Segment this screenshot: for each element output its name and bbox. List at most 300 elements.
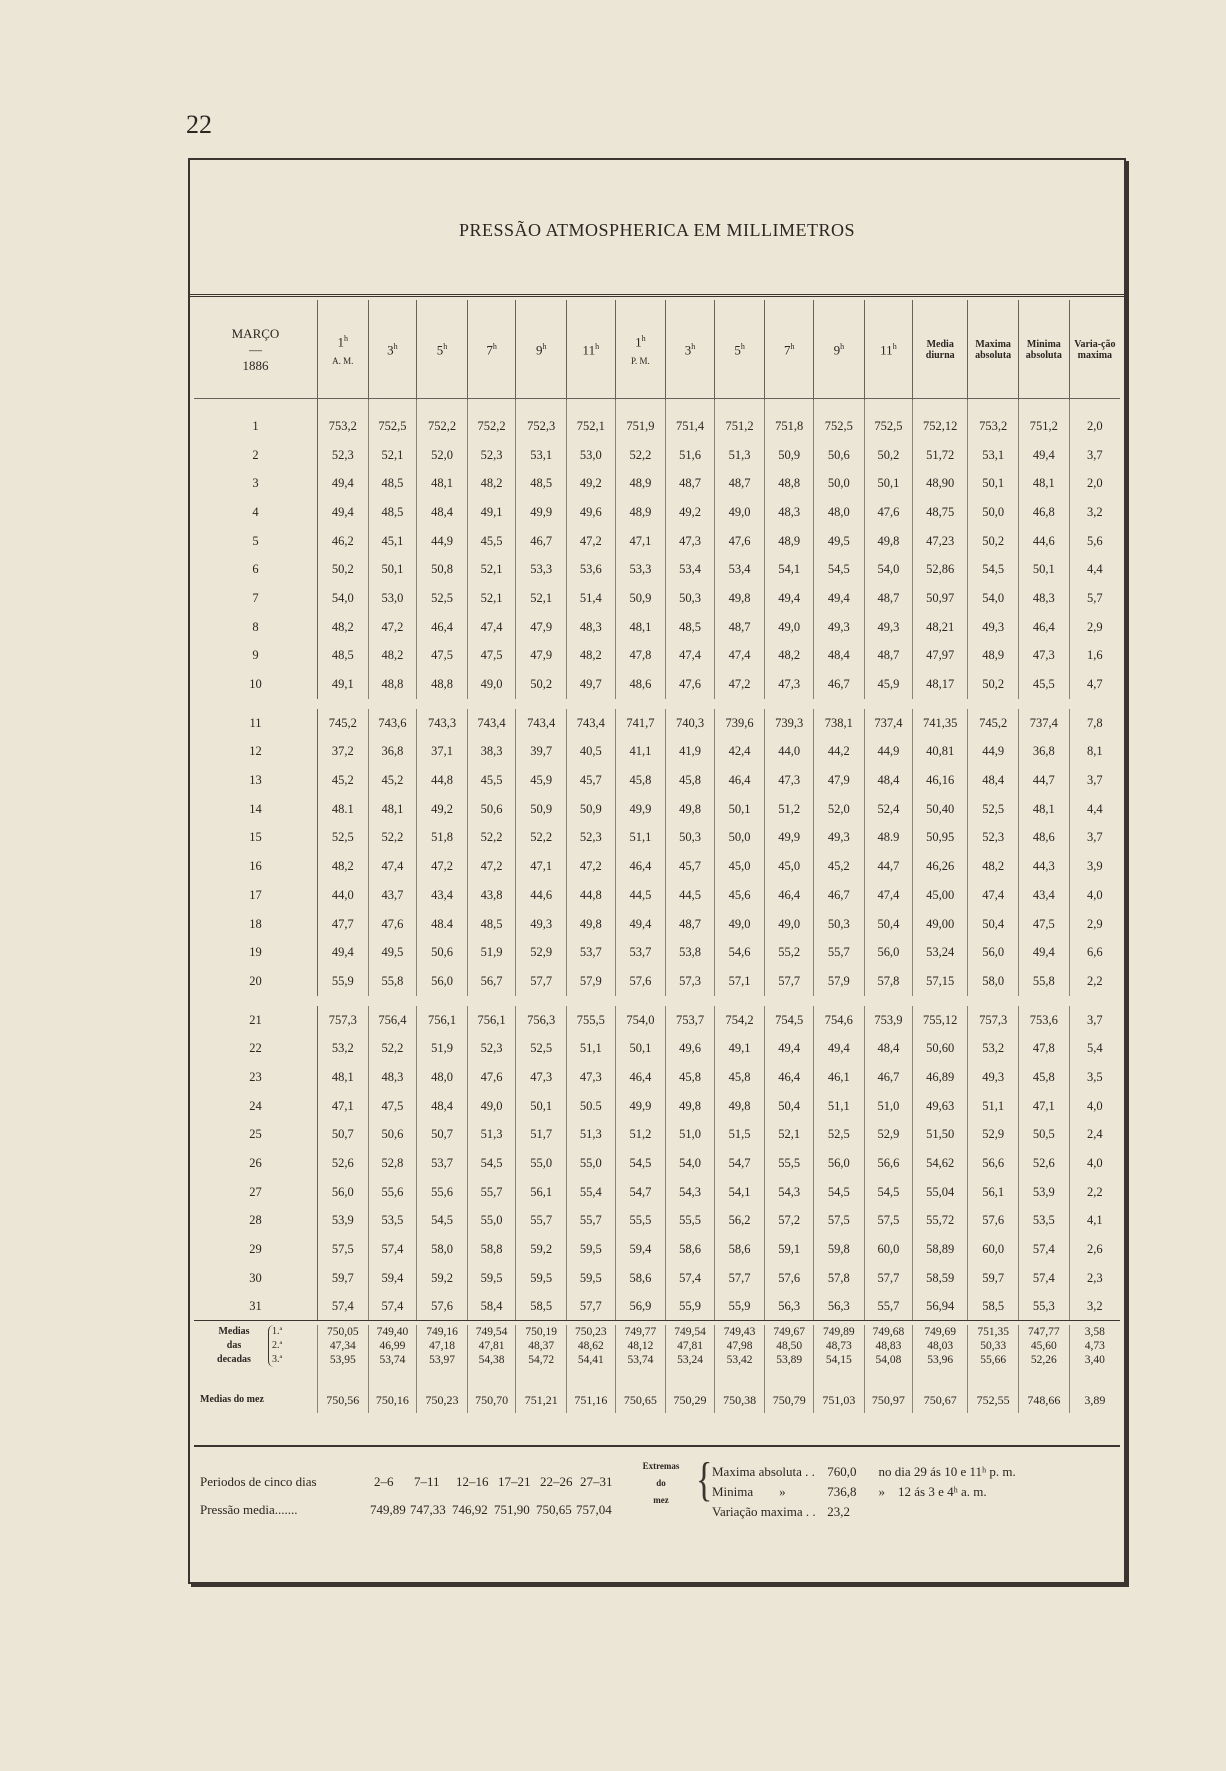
value-cell: 60,0	[968, 1235, 1019, 1264]
medias-decadas-value: 747,77	[1028, 1326, 1060, 1338]
periodo-value: 22–26	[540, 1474, 573, 1489]
value-cell: 53,0	[567, 441, 616, 470]
value-cell: 49,0	[467, 1092, 516, 1121]
value-cell: 48,2	[368, 642, 417, 671]
value-cell: 3,7	[1087, 773, 1103, 788]
value-cell: 743,3	[417, 709, 468, 738]
value-cell: 48.1	[317, 795, 368, 824]
value-cell: 48,7	[666, 910, 715, 939]
value-cell: 59,5	[567, 1235, 616, 1264]
value-cell: 53,7	[615, 938, 666, 967]
value-cell: 53,9	[1018, 1178, 1069, 1207]
medias-decadas-value: 48,50	[776, 1340, 803, 1352]
value-cell: 52,1	[467, 584, 516, 613]
value-cell: 52,3	[467, 1034, 516, 1063]
medias-decadas-cell	[1069, 1325, 1120, 1367]
value-cell: 55,8	[368, 967, 417, 996]
value-cell: 37,2	[317, 738, 368, 767]
medias-decadas-cell	[765, 1325, 814, 1367]
hour-header: 7$^h$	[467, 300, 516, 400]
value-cell: 53,6	[567, 555, 616, 584]
value-cell: 46,7	[813, 881, 864, 910]
value-cell: 3,9	[1087, 859, 1103, 874]
value-cell: 55,0	[567, 1149, 616, 1178]
value-cell: 53,4	[666, 555, 715, 584]
value-cell: 46,4	[1018, 613, 1069, 642]
value-cell: 43,4	[417, 881, 468, 910]
value-cell: 2,9	[1087, 916, 1103, 931]
value-cell: 48,3	[765, 498, 814, 527]
day-cell: 13	[194, 766, 317, 795]
value-cell: 48,2	[765, 642, 814, 671]
value-cell: 53,5	[368, 1207, 417, 1236]
day-cell: 20	[194, 967, 317, 996]
value-cell: 3,7	[1087, 447, 1103, 462]
value-cell: 752,5	[864, 400, 913, 441]
value-cell: 51,5	[714, 1121, 765, 1150]
value-cell: 59,5	[567, 1264, 616, 1293]
value-cell: 57,1	[714, 967, 765, 996]
medias-decadas-value: 3,58	[1084, 1326, 1105, 1338]
value-cell: 2,4	[1087, 1127, 1103, 1142]
medias-decadas-cell	[666, 1325, 715, 1367]
value-cell: 50,6	[368, 1121, 417, 1150]
value-cell: 752,1	[567, 400, 616, 441]
medias-mez-cell: 750,79	[765, 1367, 814, 1413]
hour-header: 9$^h$	[516, 300, 567, 400]
value-cell: 50,2	[317, 555, 368, 584]
table-row	[194, 584, 1120, 613]
value-cell: 47,1	[317, 1092, 368, 1121]
value-cell: 44,9	[864, 738, 913, 767]
value-cell: 49,5	[813, 527, 864, 556]
value-cell: 57,4	[317, 1293, 368, 1322]
value-cell: 54,5	[417, 1207, 468, 1236]
medias-decadas-value: 750,05	[326, 1326, 359, 1338]
value-cell: 46,2	[317, 527, 368, 556]
value-cell: 49,8	[666, 795, 715, 824]
value-cell: 50,1	[1018, 555, 1069, 584]
medias-decadas-value: 54,08	[875, 1354, 902, 1366]
value-cell: 53,0	[368, 584, 417, 613]
value-cell: 36,8	[368, 738, 417, 767]
value-cell: 751,8	[765, 400, 814, 441]
value-cell: 46,7	[516, 527, 567, 556]
value-cell: 55,7	[813, 938, 864, 967]
medias-decadas-cell	[368, 1325, 417, 1367]
table-row	[194, 670, 1120, 699]
value-cell: 50,2	[968, 527, 1019, 556]
value-cell: 50,60	[913, 1034, 968, 1063]
value-cell: 47,97	[913, 642, 968, 671]
value-cell: 47,2	[714, 670, 765, 699]
value-cell: 50,1	[864, 469, 913, 498]
periodo-value: 17–21	[498, 1474, 531, 1489]
day-cell: 24	[194, 1092, 317, 1121]
value-cell: 57,4	[368, 1235, 417, 1264]
value-cell: 55,7	[467, 1178, 516, 1207]
value-cell: 57,6	[615, 967, 666, 996]
value-cell: 49,8	[864, 527, 913, 556]
day-cell: 29	[194, 1235, 317, 1264]
value-cell: 40,81	[913, 738, 968, 767]
value-cell: 47,9	[516, 613, 567, 642]
value-cell: 54,7	[714, 1149, 765, 1178]
medias-mez-cell: 750,29	[666, 1367, 715, 1413]
value-cell: 53,8	[666, 938, 715, 967]
day-cell: 21	[194, 1006, 317, 1035]
value-cell: 47,8	[615, 642, 666, 671]
medias-decadas-value: 750,19	[525, 1326, 558, 1338]
day-cell: 30	[194, 1264, 317, 1293]
value-cell: 751,2	[1018, 400, 1069, 441]
day-cell: 9	[194, 642, 317, 671]
value-cell: 48,1	[1018, 795, 1069, 824]
value-cell: 52,2	[467, 824, 516, 853]
decade-gap	[194, 996, 1120, 1006]
value-cell: 49,4	[615, 910, 666, 939]
value-cell: 50.5	[567, 1092, 616, 1121]
medias-mez-cell: 752,55	[968, 1367, 1019, 1413]
value-cell: 46,1	[813, 1063, 864, 1092]
value-cell: 745,2	[968, 709, 1019, 738]
value-cell: 44,8	[567, 881, 616, 910]
value-cell: 48,1	[615, 613, 666, 642]
value-cell: 49,4	[1018, 441, 1069, 470]
hour-header: 9$^h$	[813, 300, 864, 400]
medias-decadas-value: 52,26	[1030, 1354, 1057, 1366]
pressao-value: 749,89	[370, 1502, 406, 1517]
value-cell: 52,1	[467, 555, 516, 584]
value-cell: 55,0	[516, 1149, 567, 1178]
value-cell: 57,8	[813, 1264, 864, 1293]
value-cell: 51,8	[417, 824, 468, 853]
day-cell: 10	[194, 670, 317, 699]
value-cell: 51,0	[864, 1092, 913, 1121]
value-cell: 47,4	[864, 881, 913, 910]
day-cell: 2	[194, 441, 317, 470]
periodo-value: 27–31	[580, 1474, 613, 1489]
value-cell: 36,8	[1018, 738, 1069, 767]
medias-decadas-cell	[1018, 1325, 1069, 1367]
value-cell: 50,8	[417, 555, 468, 584]
value-cell: 50,6	[467, 795, 516, 824]
value-cell: 58,59	[913, 1264, 968, 1293]
value-cell: 48,1	[417, 469, 468, 498]
value-cell: 48,9	[765, 527, 814, 556]
table-row	[194, 469, 1120, 498]
value-cell: 50,0	[813, 469, 864, 498]
value-cell: 57,5	[864, 1207, 913, 1236]
value-cell: 756,1	[467, 1006, 516, 1035]
table-row	[194, 967, 1120, 996]
value-cell: 48,3	[368, 1063, 417, 1092]
value-cell: 743,6	[368, 709, 417, 738]
table-row	[194, 852, 1120, 881]
value-cell: 752,2	[467, 400, 516, 441]
value-cell: 52,4	[864, 795, 913, 824]
value-cell: 52,9	[864, 1121, 913, 1150]
value-cell: 49,3	[968, 613, 1019, 642]
value-cell: 48,8	[368, 670, 417, 699]
value-cell: 49,4	[813, 584, 864, 613]
medias-decadas-value: 48,12	[627, 1340, 654, 1352]
value-cell: 47,1	[1018, 1092, 1069, 1121]
value-cell: 745,2	[317, 709, 368, 738]
ext-minima: Minima » 736,8 » 12 ás 3 e 4ʰ a. m.	[712, 1484, 987, 1499]
value-cell: 49,9	[765, 824, 814, 853]
value-cell: 53,7	[567, 938, 616, 967]
value-cell: 55,6	[417, 1178, 468, 1207]
value-cell: 56,94	[913, 1293, 968, 1322]
value-cell: 50,6	[813, 441, 864, 470]
header-row	[194, 300, 1120, 400]
medias-decadas-value: 749,89	[823, 1326, 855, 1338]
value-cell: 51,72	[913, 441, 968, 470]
hour-header: 11$^h$	[567, 300, 616, 400]
medias-decadas-value: 54,72	[528, 1354, 555, 1366]
value-cell: 49,9	[516, 498, 567, 527]
value-cell: 52,0	[417, 441, 468, 470]
table-row	[194, 555, 1120, 584]
value-cell: 53,9	[317, 1207, 368, 1236]
day-cell: 5	[194, 527, 317, 556]
pm-label: P. M.	[631, 356, 650, 367]
day-cell: 26	[194, 1149, 317, 1178]
value-cell: 49,4	[813, 1034, 864, 1063]
value-cell: 45,00	[913, 881, 968, 910]
day-cell: 19	[194, 938, 317, 967]
medias-decadas-value: 54,15	[825, 1354, 852, 1366]
value-cell: 48,6	[615, 670, 666, 699]
value-cell: 52,3	[567, 824, 616, 853]
value-cell: 50,1	[615, 1034, 666, 1063]
value-cell: 48,2	[968, 852, 1019, 881]
value-cell: 50,9	[765, 441, 814, 470]
medias-decadas-value: 47,81	[478, 1340, 505, 1352]
table-row	[194, 1293, 1120, 1322]
value-cell: 741,7	[615, 709, 666, 738]
day-cell: 12	[194, 738, 317, 767]
value-cell: 50,6	[417, 938, 468, 967]
value-cell: 53,2	[317, 1034, 368, 1063]
value-cell: 48,2	[317, 852, 368, 881]
table-row	[194, 1063, 1120, 1092]
value-cell: 50,5	[1018, 1121, 1069, 1150]
value-cell: 2,6	[1087, 1242, 1103, 1257]
value-cell: 54,6	[714, 938, 765, 967]
value-cell: 45,8	[615, 766, 666, 795]
value-cell: 45,1	[368, 527, 417, 556]
value-cell: 59,5	[516, 1264, 567, 1293]
table-row	[194, 1006, 1120, 1035]
value-cell: 48,4	[813, 642, 864, 671]
value-cell: 45,8	[1018, 1063, 1069, 1092]
table-row	[194, 1178, 1120, 1207]
value-cell: 48,5	[467, 910, 516, 939]
medias-decadas-value: 749,69	[924, 1326, 957, 1338]
table-row	[194, 910, 1120, 939]
value-cell: 3,2	[1087, 1299, 1103, 1314]
value-cell: 49,6	[666, 1034, 715, 1063]
value-cell: 58,6	[714, 1235, 765, 1264]
value-cell: 48,7	[666, 469, 715, 498]
value-cell: 47,5	[368, 1092, 417, 1121]
medias-decadas-value: 47,98	[726, 1340, 753, 1352]
value-cell: 52,5	[516, 1034, 567, 1063]
value-cell: 48,7	[864, 642, 913, 671]
value-cell: 49,4	[765, 1034, 814, 1063]
value-cell: 51,1	[813, 1092, 864, 1121]
day-cell: 25	[194, 1121, 317, 1150]
value-cell: 50,1	[714, 795, 765, 824]
table-row	[194, 498, 1120, 527]
value-cell: 52,1	[765, 1121, 814, 1150]
value-cell: 45,5	[1018, 670, 1069, 699]
value-cell: 48,2	[467, 469, 516, 498]
value-cell: 2,9	[1087, 619, 1103, 634]
medias-decadas-value: 53,95	[329, 1354, 356, 1366]
value-cell: 51,9	[417, 1034, 468, 1063]
footer	[200, 1454, 1114, 1530]
hour-header: 1$^h$ P. M.	[615, 300, 666, 400]
value-cell: 54,0	[968, 584, 1019, 613]
page-number: 22	[186, 110, 212, 139]
value-cell: 53,1	[968, 441, 1019, 470]
medias-decadas-value: 749,54	[674, 1326, 706, 1338]
medias-mez-label: Medias do mez	[194, 1367, 317, 1413]
value-cell: 50,3	[813, 910, 864, 939]
medias-mez-cell: 751,21	[516, 1367, 567, 1413]
value-cell: 48,90	[913, 469, 968, 498]
value-cell: 4,7	[1087, 677, 1103, 692]
value-cell: 752,5	[813, 400, 864, 441]
value-cell: 54,1	[714, 1178, 765, 1207]
value-cell: 43,8	[467, 881, 516, 910]
value-cell: 59,2	[516, 1235, 567, 1264]
value-cell: 44,7	[1018, 766, 1069, 795]
value-cell: 52,3	[467, 441, 516, 470]
value-cell: 50,2	[864, 441, 913, 470]
value-cell: 55,2	[765, 938, 814, 967]
value-cell: 47,6	[714, 527, 765, 556]
value-cell: 49,3	[813, 824, 864, 853]
value-cell: 50,9	[567, 795, 616, 824]
value-cell: 52,9	[968, 1121, 1019, 1150]
ext-maxima: Maxima absoluta . . 760,0 no dia 29 ás 10 e 11ʰ p. m.	[712, 1464, 1016, 1479]
table-row	[194, 1121, 1120, 1150]
value-cell: 57,3	[666, 967, 715, 996]
value-cell: 48,4	[968, 766, 1019, 795]
extremas-label: Extremas do mez	[642, 1461, 680, 1505]
value-cell: 52,6	[1018, 1149, 1069, 1178]
value-cell: 60,0	[864, 1235, 913, 1264]
medias-mez-cell: 750,38	[714, 1367, 765, 1413]
value-cell: 751,9	[615, 400, 666, 441]
pressao-value: 750,65	[536, 1502, 572, 1517]
value-cell: 48,6	[1018, 824, 1069, 853]
value-cell: 49,3	[968, 1063, 1019, 1092]
medias-decadas-value: 749,40	[376, 1326, 409, 1338]
value-cell: 44,6	[1018, 527, 1069, 556]
medias-decadas-value: 53,96	[927, 1354, 954, 1366]
medias-mez-cell: 750,23	[417, 1367, 468, 1413]
value-cell: 48,4	[417, 1092, 468, 1121]
value-cell: 756,1	[417, 1006, 468, 1035]
table-row	[194, 709, 1120, 738]
value-cell: 52,5	[968, 795, 1019, 824]
value-cell: 44,0	[765, 738, 814, 767]
value-cell: 49,0	[765, 613, 814, 642]
day-cell: 27	[194, 1178, 317, 1207]
value-cell: 59,2	[417, 1264, 468, 1293]
value-cell: 50,4	[864, 910, 913, 939]
value-cell: 49,0	[714, 498, 765, 527]
value-cell: 48,7	[714, 613, 765, 642]
value-cell: 55,9	[666, 1293, 715, 1322]
value-cell: 741,35	[913, 709, 968, 738]
value-cell: 49,5	[368, 938, 417, 967]
value-cell: 47,6	[467, 1063, 516, 1092]
value-cell: 44,9	[968, 738, 1019, 767]
day-cell: 31	[194, 1293, 317, 1322]
value-cell: 753,2	[968, 400, 1019, 441]
value-cell: 57,7	[714, 1264, 765, 1293]
value-cell: 53,2	[968, 1034, 1019, 1063]
value-cell: 4,4	[1087, 562, 1103, 577]
value-cell: 59,7	[317, 1264, 368, 1293]
value-cell: 3,7	[1087, 830, 1103, 845]
value-cell: 57,6	[968, 1207, 1019, 1236]
pressao-media-label: Pressão media.......	[200, 1502, 298, 1517]
day-cell: 22	[194, 1034, 317, 1063]
value-cell: 55,04	[913, 1178, 968, 1207]
value-cell: 47,9	[813, 766, 864, 795]
medias-mez-cell: 751,16	[567, 1367, 616, 1413]
value-cell: 46,26	[913, 852, 968, 881]
value-cell: 44,3	[1018, 852, 1069, 881]
value-cell: 753,7	[666, 1006, 715, 1035]
pressao-value: 751,90	[494, 1502, 530, 1517]
value-cell: 45,0	[714, 852, 765, 881]
value-cell: 50,7	[317, 1121, 368, 1150]
value-cell: 47,6	[368, 910, 417, 939]
day-cell: 1	[194, 400, 317, 441]
value-cell: 43,7	[368, 881, 417, 910]
value-cell: 45,2	[368, 766, 417, 795]
value-cell: 48,1	[1018, 469, 1069, 498]
value-cell: 48,7	[864, 584, 913, 613]
value-cell: 54,3	[765, 1178, 814, 1207]
medias-mez-cell: 750,97	[864, 1367, 913, 1413]
value-cell: 4,0	[1087, 887, 1103, 902]
value-cell: 52,9	[516, 938, 567, 967]
ext-variacao: Variação maxima . . 23,2	[712, 1504, 850, 1519]
value-cell: 56,7	[467, 967, 516, 996]
value-cell: 48,3	[1018, 584, 1069, 613]
value-cell: 51,3	[714, 441, 765, 470]
medias-decadas-value: 750,23	[575, 1326, 607, 1338]
value-cell: 751,2	[714, 400, 765, 441]
table-row	[194, 938, 1120, 967]
value-cell: 2,3	[1087, 1270, 1103, 1285]
value-cell: 54,62	[913, 1149, 968, 1178]
medias-mez-cell: 750,67	[913, 1367, 968, 1413]
value-cell: 53,5	[1018, 1207, 1069, 1236]
value-cell: 56,6	[864, 1149, 913, 1178]
value-cell: 56,9	[615, 1293, 666, 1322]
media-diurna-header: Media diurna	[913, 300, 968, 400]
